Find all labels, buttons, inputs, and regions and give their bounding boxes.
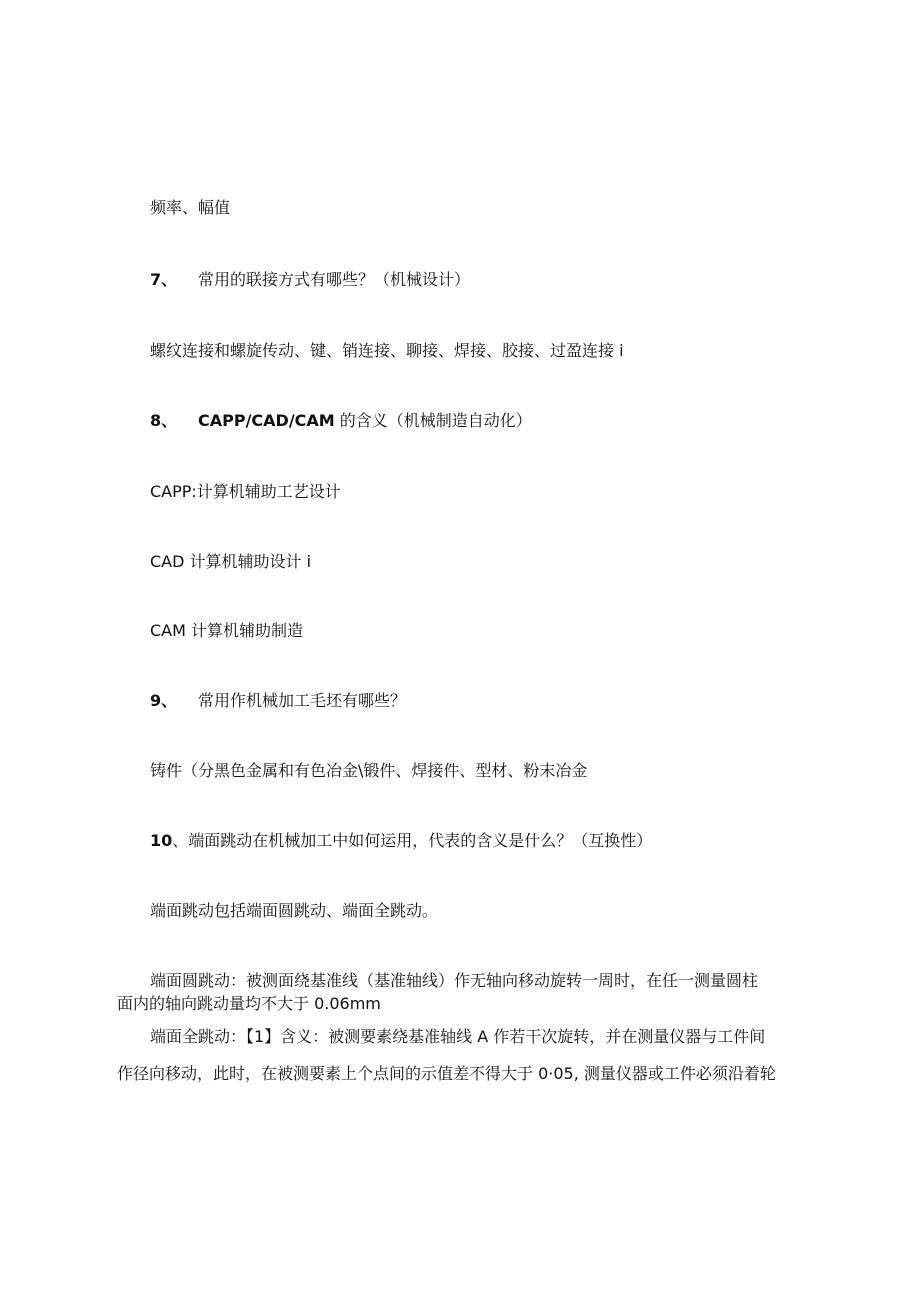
answer-10-total-line1: 端面全跳动：【1】含义：被测要素绕基准轴线 A 作若干次旋转，并在测量仪器与工件间	[150, 1027, 766, 1046]
answer-7: 螺纹连接和螺旋传动、键、销连接、聊接、焊接、胶接、过盈连接 i	[150, 341, 624, 360]
question-text: 常用的联接方式有哪些？（机械设计）	[198, 270, 471, 289]
question-10	[150, 830, 652, 852]
question-number: 7、	[150, 270, 178, 289]
question-7	[150, 269, 470, 291]
question-9	[150, 690, 406, 712]
answer-10-circular-line2: 面内的轴向跳动量均不大于 0.06mm	[117, 994, 381, 1013]
answer-8-capp: CAPP:计算机辅助工艺设计	[150, 482, 341, 501]
answer-10-circular-line1: 端面圆跳动：被测面绕基准线（基准轴线）作无轴向移动旋转一周时，在任一测量圆柱	[150, 971, 759, 990]
question-text: 、端面跳动在机械加工中如何运用，代表的含义是什么？（互换性）	[172, 831, 653, 850]
question-number: 9、	[150, 691, 178, 710]
answer-8-cam: CAM 计算机辅助制造	[150, 621, 304, 640]
question-bold-term: CAPP/CAD/CAM	[198, 411, 335, 430]
answer-9: 铸件（分黑色金属和有色冶金\锻件、焊接件、型材、粉末冶金	[150, 761, 588, 780]
answer-10-intro: 端面跳动包括端面圆跳动、端面全跳动。	[150, 901, 439, 920]
question-8	[150, 410, 532, 432]
question-number: 10	[150, 831, 173, 850]
answer-line: 频率、幅值	[150, 198, 231, 217]
answer-10-total-line2: 作径向移动，此时，在被测要素上个点间的示值差不得大于 0·05, 测量仪器或工件必须沿着轮	[117, 1064, 776, 1083]
question-text: 的含义（机械制造自动化）	[334, 411, 532, 430]
question-text: 常用作机械加工毛坯有哪些？	[198, 691, 407, 710]
answer-8-cad: CAD 计算机辅助设计 i	[150, 552, 312, 571]
question-number: 8、	[150, 411, 178, 430]
